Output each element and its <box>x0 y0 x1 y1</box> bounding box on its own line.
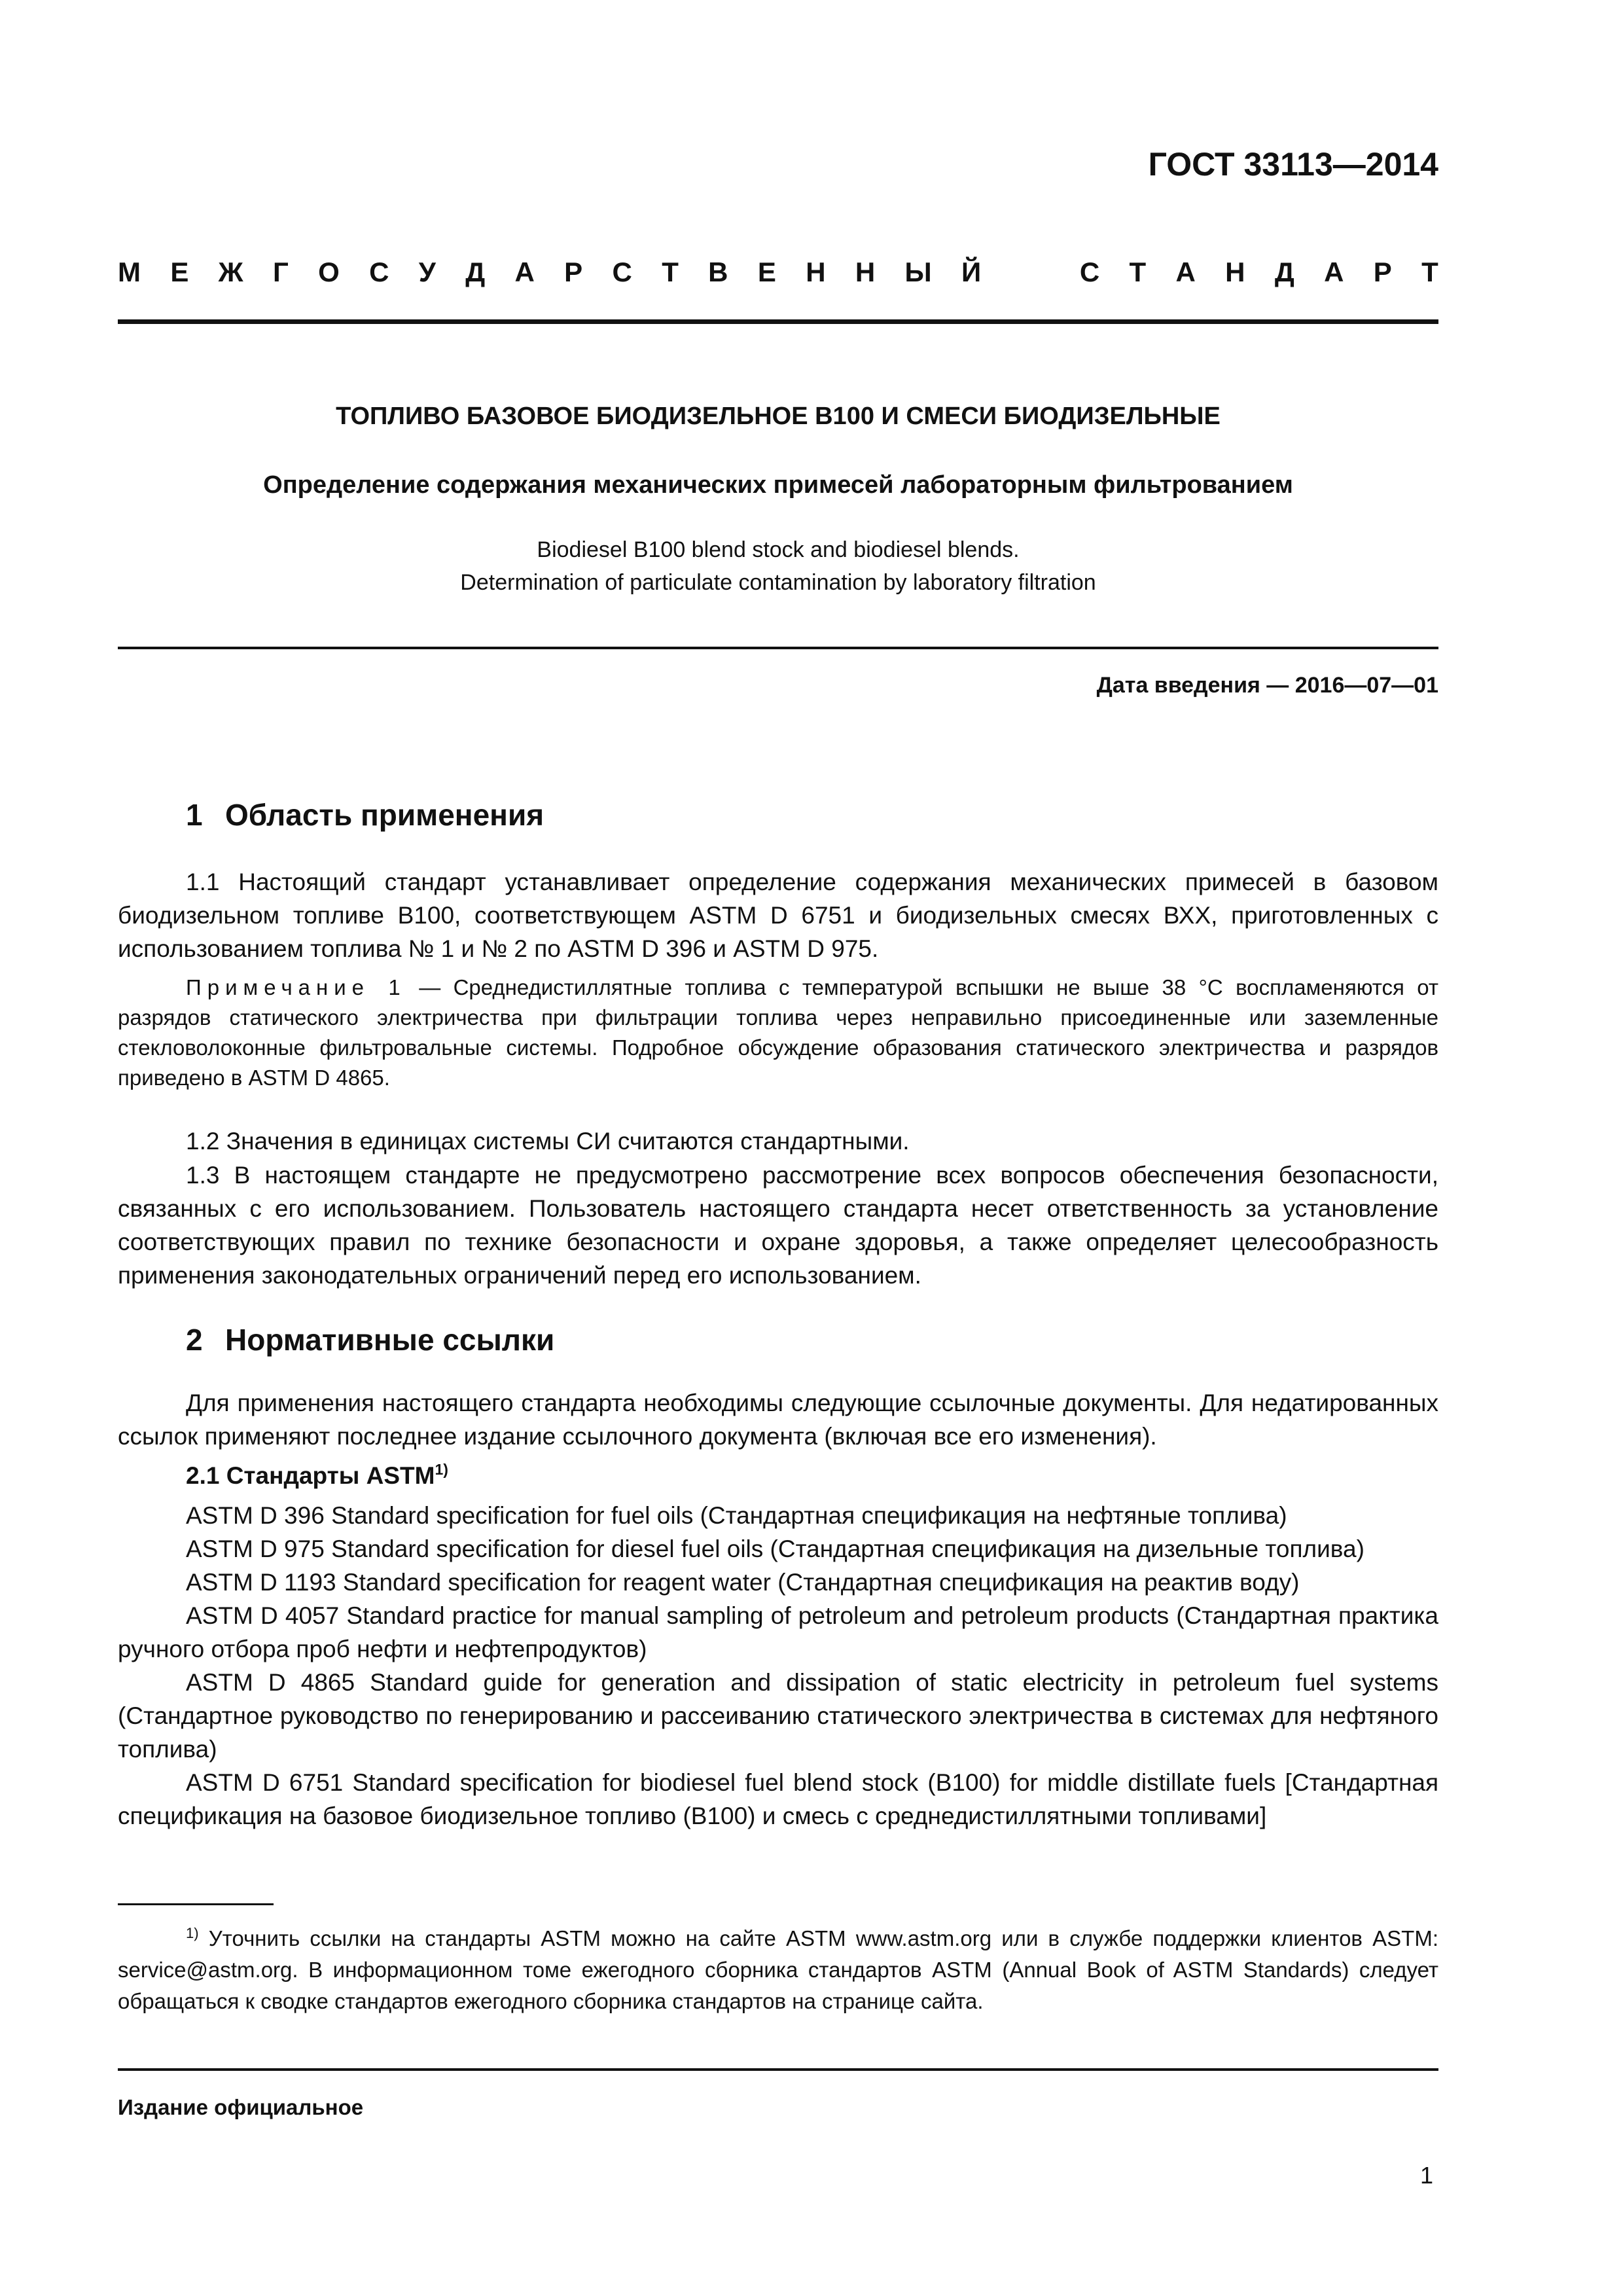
footnote-separator <box>118 1903 274 1905</box>
section-title: Область применения <box>225 798 544 832</box>
section-number: 1 <box>186 798 203 832</box>
document-title: ТОПЛИВО БАЗОВОЕ БИОДИЗЕЛЬНОЕ В100 И СМЕСИ БИОДИЗЕЛЬНЫЕ <box>336 403 1221 430</box>
note-1 <box>118 973 1438 1093</box>
title-divider <box>118 647 1438 649</box>
footnote-text: Уточнить ссылки на стандарты ASTM можно на сайте ASTM www.astm.org или в службе поддержки клиентов ASTM: service@astm.org. В информационном томе ежегодного сборника стандартов ASTM (Annual Book of ASTM Standards) следует обращаться к сводке стандартов ежегодного сборника стандартов на странице сайта. <box>118 1926 1438 2013</box>
banner-letter: С <box>369 257 389 287</box>
banner-letter: Н <box>855 257 876 287</box>
subsection-heading-2-1 <box>186 1461 448 1490</box>
banner-letter: Т <box>1421 257 1438 287</box>
clause-1-2 <box>118 1124 1438 1158</box>
standard-type-banner <box>118 257 1438 288</box>
clause-1-3 <box>118 1158 1438 1292</box>
reference-item: ASTM D 4865 Standard guide for generation and dissipation of static electricity in petroleum fuel systems (Стандартное руководство по генерированию и рассеиванию статического электричества в системах для нефтяного топлива) <box>118 1669 1438 1763</box>
clause-1-1 <box>118 865 1438 965</box>
astm-reference-list <box>118 1499 1438 1833</box>
page-number: 1 <box>1419 2162 1433 2189</box>
banner-letter: Ы <box>904 257 932 287</box>
header-divider <box>118 319 1438 324</box>
banner-letter: Е <box>757 257 776 287</box>
banner-letter: Д <box>1274 257 1294 287</box>
banner-letter: М <box>118 257 141 287</box>
footnote-marker: 1) <box>186 1925 199 1941</box>
reference-item: ASTM D 6751 Standard specification for biodiesel fuel blend stock (B100) for middle distillate fuels [Стандартная спецификация на базовое биодизельное топливо (В100) и смесь с среднедистиллятными топливами] <box>118 1769 1438 1829</box>
banner-word-gap <box>1011 257 1050 288</box>
reference-item: ASTM D 975 Standard specification for diesel fuel oils (Стандартная спецификация на дизельные топлива) <box>186 1535 1364 1562</box>
paragraph: 1.3 В настоящем стандарте не предусмотрено рассмотрение всех вопросов обеспечения безопасности, связанных с его использованием. Пользователь настоящего стандарта несет ответственность за установление соответствующих правил по технике безопасности и охране здоровья, а также определяет целесообразность применения законодательных ограничений перед его использованием. <box>118 1162 1438 1289</box>
subsection-title: 2.1 Стандарты ASTM <box>186 1462 435 1489</box>
banner-letter: О <box>318 257 340 287</box>
reference-item: ASTM D 396 Standard specification for fuel oils (Стандартная спецификация на нефтяные топлива) <box>186 1502 1287 1529</box>
note-label: Примечание 1 <box>186 975 406 999</box>
footnote-paragraph <box>118 1918 1438 2017</box>
english-title-line: Biodiesel B100 blend stock and biodiesel blends. <box>537 537 1020 562</box>
section-heading-2 <box>186 1322 554 1357</box>
english-title-line: Determination of particulate contamination by laboratory filtration <box>460 570 1096 595</box>
document-page <box>118 0 1438 2296</box>
banner-letter: Д <box>465 257 486 287</box>
banner-letter: Р <box>1373 257 1392 287</box>
paragraph: 1.1 Настоящий стандарт устанавливает определение содержания механических примесей в базовом биодизельном топливе В100, соответствующем ASTM D 6751 и биодизельных смесях ВХХ, приготовленных с использованием топлива № 1 и № 2 по ASTM D 396 и ASTM D 975. <box>118 869 1438 962</box>
banner-letter: Т <box>1129 257 1147 287</box>
section-heading-1 <box>186 797 544 833</box>
document-subtitle: Определение содержания механических примесей лабораторным фильтрованием <box>263 471 1293 499</box>
paragraph: 1.2 Значения в единицах системы СИ считаются стандартными. <box>186 1128 910 1155</box>
footer-divider <box>118 2068 1438 2071</box>
banner-letter: Н <box>1225 257 1245 287</box>
section-title: Нормативные ссылки <box>225 1323 555 1357</box>
english-title <box>118 533 1438 599</box>
edition-label: Издание официальное <box>118 2095 364 2119</box>
section-number: 2 <box>186 1323 203 1357</box>
banner-letter: С <box>612 257 632 287</box>
introduction-date: Дата введения — 2016—07—01 <box>1096 673 1438 698</box>
banner-letter: Е <box>170 257 189 287</box>
reference-item: ASTM D 1193 Standard specification for reagent water (Стандартная спецификация на реактив воду) <box>186 1569 1300 1596</box>
banner-letter: У <box>418 257 436 287</box>
banner-letter: Ж <box>218 257 243 287</box>
banner-letter: Т <box>662 257 679 287</box>
gost-number: ГОСТ 33113—2014 <box>1148 146 1438 183</box>
section-2-intro <box>118 1386 1438 1453</box>
banner-letter: А <box>1324 257 1344 287</box>
note-text: — Среднедистиллятные топлива с температурой вспышки не выше 38 °C воспламеняются от разрядов статического электричества при фильтрации топлива через неправильно присоединенные или заземленные стекловолоконные фильтровальные системы. Подробное обсуждение образования статического электричества и разрядов приведено в ASTM D 4865. <box>118 975 1439 1090</box>
banner-letter: А <box>1175 257 1196 287</box>
banner-letter: Р <box>564 257 583 287</box>
paragraph: Для применения настоящего стандарта необходимы следующие ссылочные документы. Для недатированных ссылок применяют последнее издание ссылочного документа (включая все его изменения). <box>118 1390 1438 1450</box>
footnote <box>118 1918 1438 2017</box>
footnote-reference: 1) <box>435 1461 448 1478</box>
banner-letter: Г <box>272 257 289 287</box>
banner-letter: Н <box>806 257 826 287</box>
note-paragraph <box>118 973 1438 1093</box>
banner-letter: В <box>708 257 728 287</box>
banner-letter: С <box>1079 257 1100 287</box>
banner-letter: А <box>514 257 535 287</box>
reference-item: ASTM D 4057 Standard practice for manual sampling of petroleum and petroleum products (Стандартная практика ручного отбора проб нефти и нефтепродуктов) <box>118 1602 1438 1662</box>
banner-letter: Й <box>961 257 982 287</box>
